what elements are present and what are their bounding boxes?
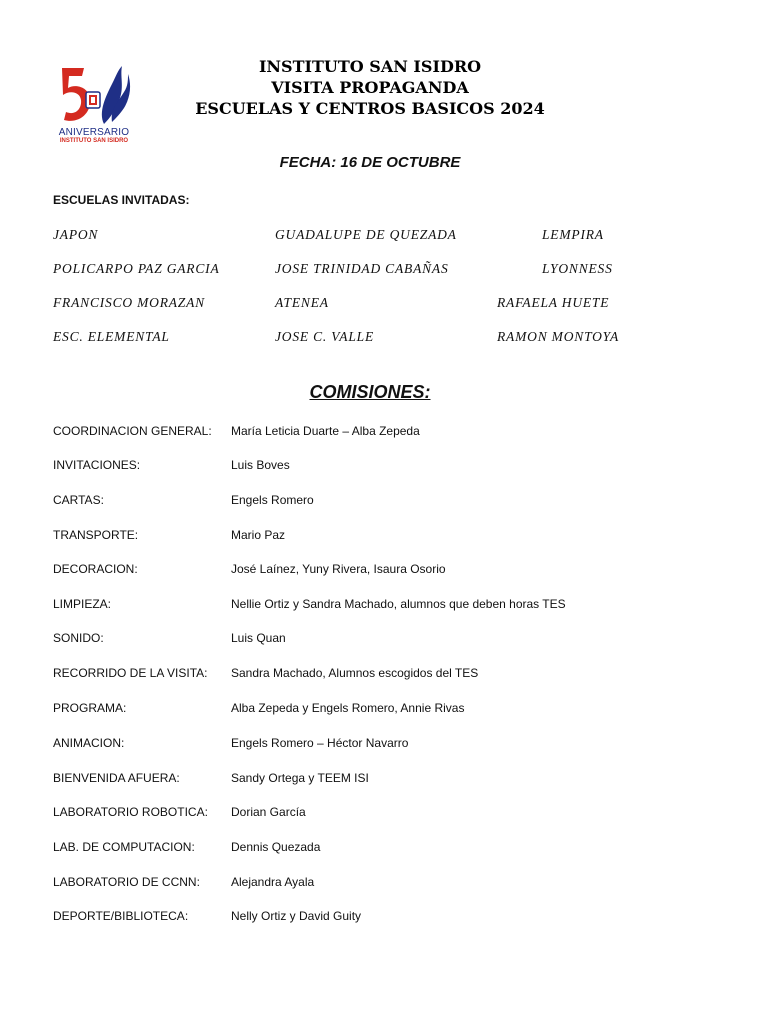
document-header [180,56,560,119]
school-item: LEMPIRA [542,227,604,242]
school-item: JOSE C. VALLE [275,329,375,344]
commission-value: Luis Quan [231,631,286,645]
commission-value: Dennis Quezada [231,840,321,854]
commission-value: Alba Zepeda y Engels Romero, Annie Rivas [231,701,465,715]
school-item: LYONNESS [542,261,613,276]
commission-label: DECORACION: [53,562,138,576]
commission-value: Dorian García [231,805,306,819]
logo-anniversary-text: ANIVERSARIO [58,127,130,138]
commission-value: Luis Boves [231,458,290,472]
commission-label: PROGRAMA: [53,701,127,715]
commission-value: Alejandra Ayala [231,875,315,889]
commission-label: INVITACIONES: [53,458,141,472]
commission-label: TRANSPORTE: [53,528,139,542]
school-item: ESC. ELEMENTAL [53,329,170,344]
school-item: RAFAELA HUETE [497,295,610,310]
date-line: FECHA: 16 DE OCTUBRE [279,154,461,171]
school-item: RAMON MONTOYA [497,329,620,344]
commission-value: José Laínez, Yuny Rivera, Isaura Osorio [231,562,446,576]
commission-label: DEPORTE/BIBLIOTECA: [53,909,189,923]
school-item: JAPON [53,227,99,242]
commission-label: LABORATORIO ROBOTICA: [53,805,208,819]
school-item: JOSE TRINIDAD CABAÑAS [275,261,449,276]
commission-value: Nelly Ortiz y David Guity [231,909,362,923]
commission-value: Sandra Machado, Alumnos escogidos del TES [231,666,479,680]
commission-label: RECORRIDO DE LA VISITA: [53,666,208,680]
school-item: POLICARPO PAZ GARCIA [53,261,220,276]
commission-label: LAB. DE COMPUTACION: [53,840,195,854]
commission-value: Engels Romero – Héctor Navarro [231,736,409,750]
commission-label: LIMPIEZA: [53,597,112,611]
commission-value: Nellie Ortiz y Sandra Machado, alumnos que deben horas TES [231,597,566,611]
commission-label: CARTAS: [53,493,104,507]
commission-value: Mario Paz [231,528,286,542]
commission-label: ANIMACION: [53,736,125,750]
invited-schools-label: ESCUELAS INVITADAS: [53,193,190,207]
commission-label: BIENVENIDA AFUERA: [53,771,180,785]
school-item: GUADALUPE DE QUEZADA [275,227,457,242]
school-item: FRANCISCO MORAZAN [53,295,205,310]
header-schools-year: ESCUELAS Y CENTROS BASICOS 2024 [195,99,545,118]
school-item: ATENEA [275,295,329,310]
header-visit: VISITA PROPAGANDA [271,78,469,97]
commission-value: Engels Romero [231,493,314,507]
commission-value: María Leticia Duarte – Alba Zepeda [231,424,420,438]
header-institute: INSTITUTO SAN ISIDRO [258,57,482,76]
logo-institute-text: INSTITUTO SAN ISIDRO [59,138,129,144]
commission-label: LABORATORIO DE CCNN: [53,875,200,889]
commission-value: Sandy Ortega y TEEM ISI [231,771,369,785]
commission-label: COORDINACION GENERAL: [53,424,212,438]
commission-label: SONIDO: [53,631,104,645]
commissions-title: COMISIONES: [309,382,431,402]
